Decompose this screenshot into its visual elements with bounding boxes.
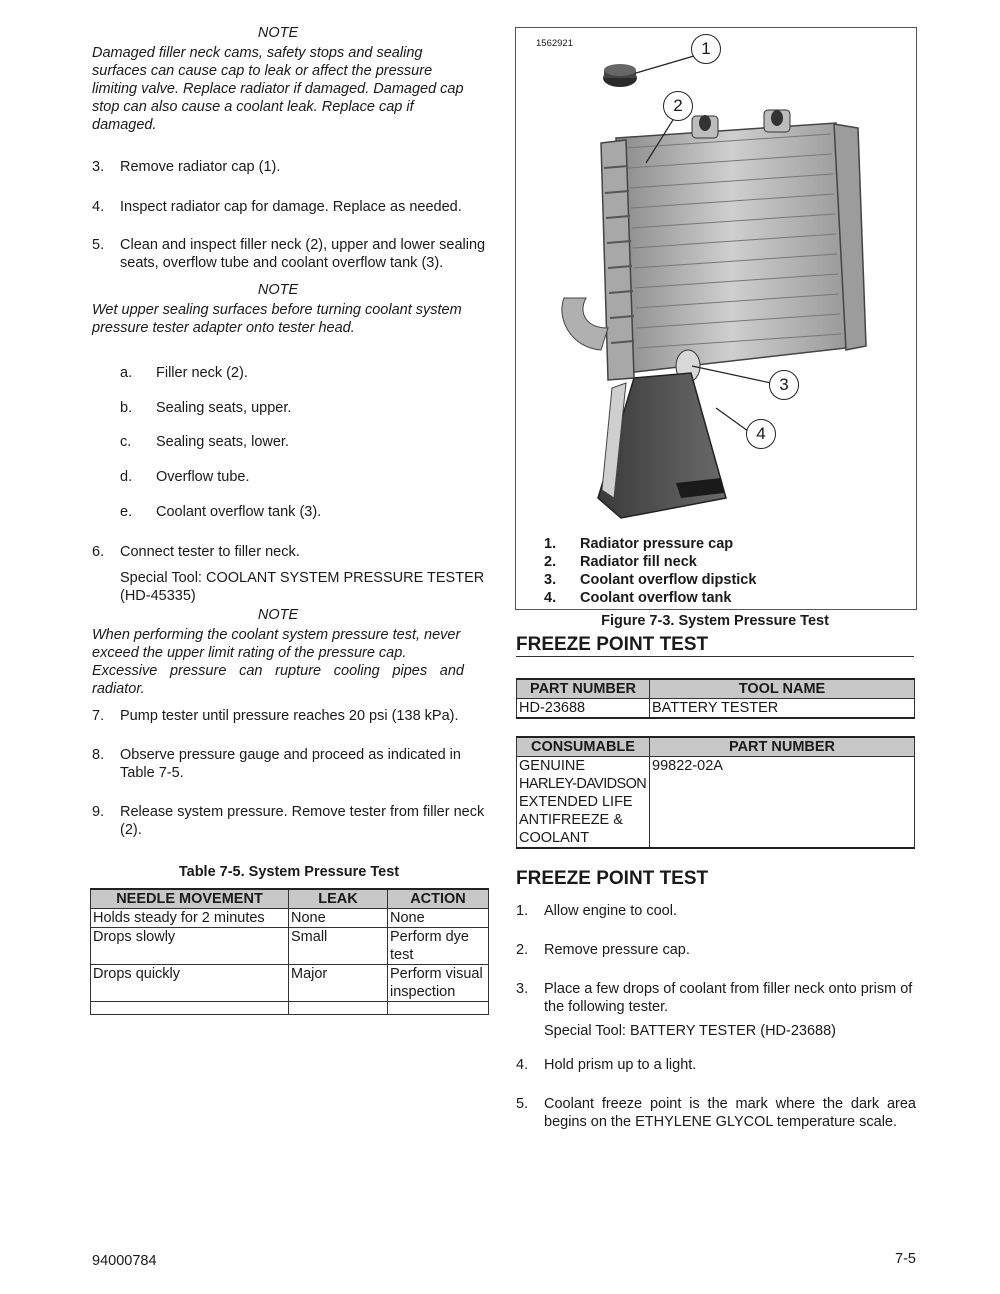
step-7 [92,707,492,725]
substep-text: Sealing seats, lower. [156,434,289,450]
tool-table [516,678,915,719]
page-number: 7-5 [895,1251,916,1267]
callout-2 [663,91,693,121]
note-line: damaged. [92,117,157,133]
substep-text: Sealing seats, upper. [156,400,292,416]
step-text: Hold prism up to a light. [544,1057,697,1073]
substep-letter: e. [120,504,133,520]
freeze-step-1 [516,902,916,920]
note-heading: NOTE [257,25,299,41]
column-header: ACTION [388,889,489,909]
substep-text: Overflow tube. [156,469,250,485]
consumable-line: ANTIFREEZE & [519,812,623,828]
step-number: 5. [92,237,105,253]
legend-number: 1. [544,536,557,552]
step-text: Remove radiator cap (1). [120,159,281,175]
step-text: Connect tester to filler neck. [120,544,300,560]
step-text: Release system pressure. Remove tester from filler neck (2). [120,804,485,838]
table-cell: HD-23688 [517,699,650,719]
legend-item [544,571,884,589]
step-number: 2. [516,942,529,958]
table-cell [388,1002,489,1015]
note-line: Excessive pressure can rupture cooling pipes and radiator. [92,663,464,697]
substep-b [120,399,460,417]
substep-letter: c. [120,434,132,450]
special-tool-pressure-tester: Special Tool: COOLANT SYSTEM PRESSURE TESTER (HD-45335) [120,570,485,604]
step-number: 3. [92,159,105,175]
table-end-row [91,1002,489,1015]
step-number: 9. [92,804,105,820]
figure-id: 1562921 [536,38,573,49]
table-cell: Perform dye test [388,928,489,965]
freeze-step-4 [516,1056,916,1074]
freeze-step-2 [516,941,916,959]
note-line: Damaged filler neck cams, safety stops and sealing [92,45,423,61]
note-heading: NOTE [257,282,299,298]
column-header: LEAK [289,889,388,909]
step-9 [92,803,492,839]
substep-text: Coolant overflow tank (3). [156,504,322,520]
section-title-freeze-point-test: FREEZE POINT TEST [516,634,914,657]
consumable-line: GENUINE [519,758,586,774]
radiator-cap-icon [603,64,637,87]
column-header: CONSUMABLE [517,737,650,757]
radiator-core [616,123,846,373]
radiator-hose [562,298,608,350]
callout-1 [691,34,721,64]
callout-4 [746,419,776,449]
consumable-line: HARLEY-DAVIDSON [519,776,647,792]
legend-number: 3. [544,572,557,588]
table-row [91,928,489,965]
radiator-illustration [516,28,916,528]
note-line: stop can also cause a coolant leak. Replace cap if [92,99,414,115]
figure-caption: Figure 7-3. System Pressure Test [601,613,829,629]
step-number: 8. [92,747,105,763]
column-header: PART NUMBER [517,679,650,699]
table-caption: Table 7-5. System Pressure Test [178,864,400,880]
freeze-step-5 [516,1095,916,1131]
table-cell: None [289,909,388,928]
step-4 [92,198,492,216]
substep-e [120,503,460,521]
legend-text: Coolant overflow tank [580,590,732,606]
substep-letter: d. [120,469,133,485]
note-line: pressure tester adapter onto tester head. [92,320,355,336]
legend-number: 2. [544,554,557,570]
consumable-line: EXTENDED LIFE [519,794,633,810]
special-tool-battery-tester: Special Tool: BATTERY TESTER (HD-23688) [544,1023,836,1039]
substep-d [120,468,460,486]
note-upper-limit-rating [92,626,464,698]
freeze-step-3 [516,980,916,1016]
table-cell: Holds steady for 2 minutes [91,909,289,928]
table-cell: Major [289,965,388,1002]
step-number: 1. [516,903,529,919]
consumable-name-cell [517,757,650,849]
column-header: TOOL NAME [650,679,915,699]
legend-item [544,553,884,571]
table-row [517,757,915,849]
callout-number: 4 [756,424,766,443]
step-number: 4. [92,199,105,215]
note-line: When performing the coolant system pressure test, never [92,627,461,643]
step-text: Observe pressure gauge and proceed as indicated in Table 7-5. [120,747,461,781]
legend-number: 4. [544,590,557,606]
table-header-row [517,737,915,757]
column-header: NEEDLE MOVEMENT [91,889,289,909]
note-heading: NOTE [257,607,299,623]
step-5 [92,236,492,272]
table-cell: Drops slowly [91,928,289,965]
legend-text: Coolant overflow dipstick [580,572,757,588]
figure-system-pressure-test [515,27,917,610]
note-line: surfaces can cause cap to leak or affect the pressure [92,63,433,79]
callout-number: 2 [673,96,683,115]
step-number: 6. [92,544,105,560]
step-text: Allow engine to cool. [544,903,677,919]
step-text: Clean and inspect filler neck (2), upper and lower sealing seats, overflow tube and coolant overflow tank (3). [120,237,486,271]
step-8 [92,746,492,782]
callout-3 [769,370,799,400]
step-text: Remove pressure cap. [544,942,690,958]
table-cell: Drops quickly [91,965,289,1002]
table-cell: Perform visual inspection [388,965,489,1002]
table-cell [91,1002,289,1015]
step-number: 7. [92,708,105,724]
step-text: Inspect radiator cap for damage. Replace as needed. [120,199,462,215]
substep-letter: b. [120,400,133,416]
callout-number: 1 [701,39,711,58]
table-cell: BATTERY TESTER [650,699,915,719]
substep-c [120,433,460,451]
step-text: Place a few drops of coolant from filler neck onto prism of the following tester. [544,981,913,1015]
table-cell: None [388,909,489,928]
table-header-row [91,889,489,909]
document-number: 94000784 [92,1253,157,1269]
step-number: 5. [516,1096,529,1112]
step-text: Coolant freeze point is the mark where the dark area begins on the ETHYLENE GLYCOL temperature scale. [544,1096,916,1130]
substep-a [120,364,460,382]
note-wet-sealing-surfaces [92,301,472,337]
substep-text: Filler neck (2). [156,365,248,381]
step-3 [92,158,492,176]
callout-number: 3 [779,375,789,394]
note-damaged-filler-neck [92,44,464,134]
table-row [91,909,489,928]
step-number: 4. [516,1057,529,1073]
consumable-line: COOLANT [519,830,590,846]
figure-legend [544,535,884,607]
step-number: 3. [516,981,529,997]
step-text: Pump tester until pressure reaches 20 psi (138 kPa). [120,708,459,724]
legend-text: Radiator fill neck [580,554,697,570]
table-row [91,965,489,1002]
section-title-freeze-point-test-procedure: FREEZE POINT TEST [516,868,709,889]
table-cell: 99822-02A [650,757,915,849]
table-cell [289,1002,388,1015]
legend-item [544,589,884,607]
note-line: limiting valve. Replace radiator if damaged. Damaged cap [92,81,464,97]
column-header: PART NUMBER [650,737,915,757]
system-pressure-test-table [90,888,489,1015]
consumable-table [516,736,915,849]
legend-text: Radiator pressure cap [580,536,734,552]
table-row [517,699,915,719]
step-6 [92,543,492,561]
note-line: Wet upper sealing surfaces before turning coolant system [92,302,462,318]
note-line: exceed the upper limit rating of the pressure cap. [92,645,407,661]
legend-item [544,535,884,553]
table-header-row [517,679,915,699]
table-cell: Small [289,928,388,965]
substep-letter: a. [120,365,133,381]
